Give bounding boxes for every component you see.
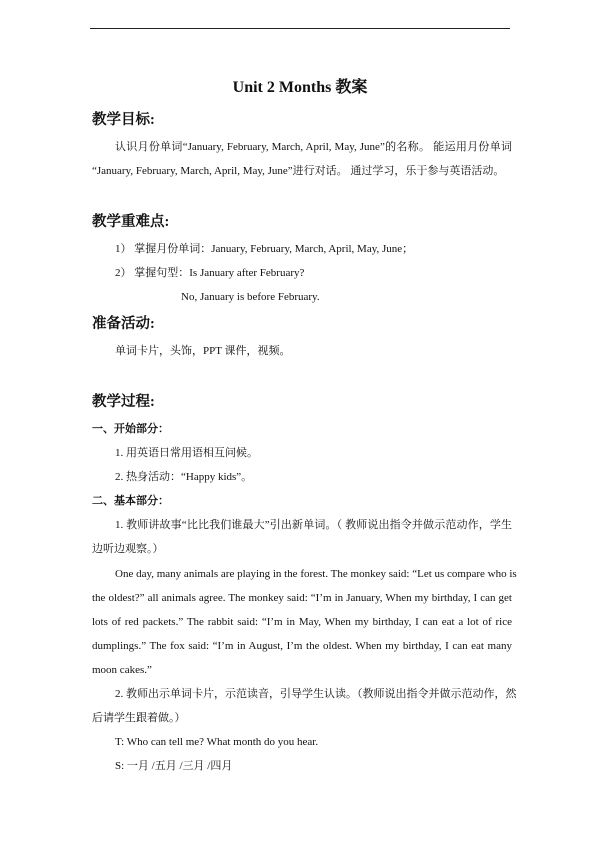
part-1-item-1: 1. 用英语日常用语相互问候。 bbox=[115, 447, 258, 459]
story-line-2: the oldest?” all animals agree. The monkey said: “I’m in January, When my birthday, I can get bbox=[92, 592, 512, 604]
header-rule bbox=[90, 28, 510, 29]
part-2-item-2-line-2: 后请学生跟着做。） bbox=[92, 712, 186, 724]
key-point-2-answer: No, January is before February. bbox=[181, 291, 320, 303]
story-line-5: moon cakes.” bbox=[92, 664, 152, 676]
objectives-line-2: “January, February, March, April, May, June”进行对话。 通过学习，乐于参与英语活动。 bbox=[92, 165, 505, 177]
page-title: Unit 2 Months 教案 bbox=[232, 79, 368, 96]
story-line-3: lots of red packets.” The rabbit said: “I’m in May, When my birthday, I can eat a lot of rice bbox=[92, 616, 512, 628]
preparation-line: 单词卡片，头饰，PPT 课件，视频。 bbox=[115, 345, 291, 357]
heading-key-points: 教学重难点: bbox=[92, 214, 170, 230]
part-2-item-2-line-1: 2. 教师出示单词卡片，示范读音，引导学生认读。（教师说出指令并做示范动作，然 bbox=[115, 688, 517, 700]
heading-preparation: 准备活动: bbox=[92, 316, 155, 332]
objectives-line-1: 认识月份单词“January, February, March, April, May, June”的名称。 能运用月份单词 bbox=[115, 141, 512, 153]
story-line-1: One day, many animals are playing in the forest. The monkey said: “Let us compare who is bbox=[115, 568, 517, 580]
part-2-heading: 二、基本部分： bbox=[92, 495, 169, 507]
story-line-4: dumplings.” The fox said: “I’m in August, I’m the oldest. When my birthday, I can eat many bbox=[92, 640, 512, 652]
part-1-heading: 一、开始部分： bbox=[92, 423, 169, 435]
teacher-question: T: Who can tell me? What month do you hear. bbox=[115, 736, 319, 748]
part-2-item-1-line-1: 1. 教师讲故事“比比我们谁最大”引出新单词。（ 教师说出指令并做示范动作，学生 bbox=[115, 519, 512, 531]
part-2-item-1-line-2: 边听边观察。） bbox=[92, 543, 164, 555]
key-point-1: 1） 掌握月份单词：January, February, March, April, May, June； bbox=[115, 243, 414, 255]
heading-objectives: 教学目标: bbox=[92, 112, 155, 128]
heading-process: 教学过程: bbox=[92, 394, 155, 410]
part-1-item-2: 2. 热身活动：“Happy kids”。 bbox=[115, 471, 253, 483]
student-answer: S: 一月 /五月 /三月 /四月 bbox=[115, 760, 233, 772]
key-point-2: 2） 掌握句型：Is January after February? bbox=[115, 267, 305, 279]
